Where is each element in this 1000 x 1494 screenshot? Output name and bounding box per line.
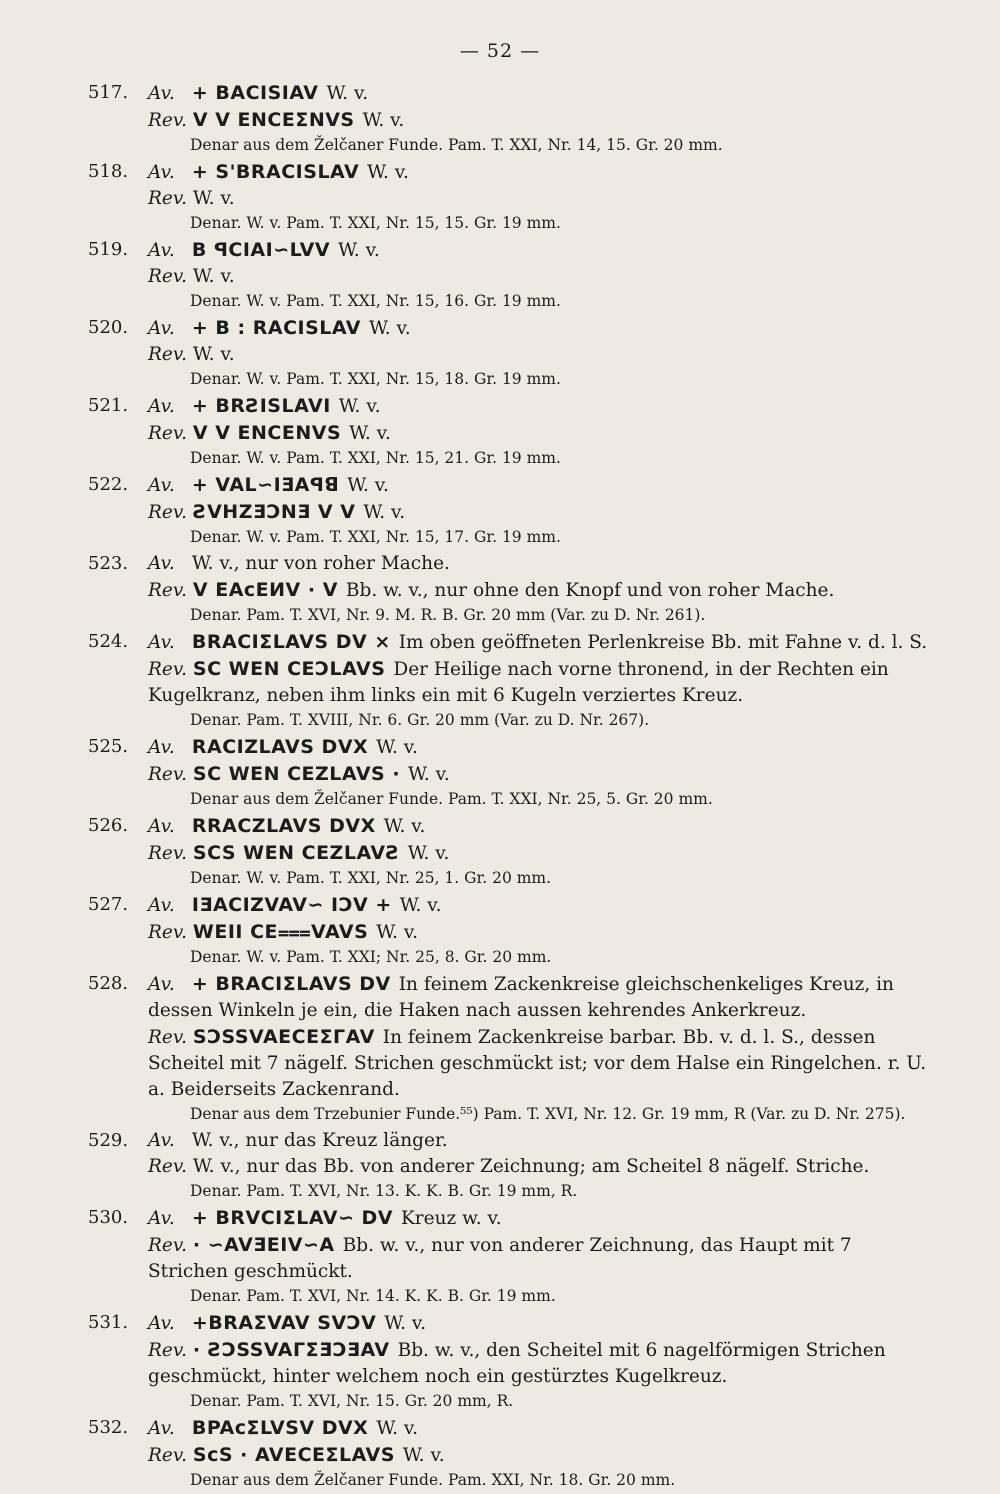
reference-line: Denar. Pam. T. XVIII, Nr. 6. Gr. 20 mm (Var. zu D. Nr. 267). <box>190 711 650 729</box>
obverse-line <box>148 629 930 656</box>
catalogue-entry <box>0 393 1000 469</box>
reverse-line <box>148 1154 930 1180</box>
reverse-line <box>148 577 930 604</box>
reverse-line <box>148 420 930 447</box>
obverse-description: W. v. <box>376 737 418 758</box>
reference-line: Denar aus dem Želčaner Funde. Pam. T. XXI, Nr. 25, 5. Gr. 20 mm. <box>190 790 713 808</box>
reverse-label: Rev. <box>148 580 188 601</box>
catalogue-entry <box>0 472 1000 548</box>
obverse-description: W. v. <box>383 816 426 837</box>
catalogue-entry <box>0 315 1000 390</box>
reverse-line <box>148 264 930 290</box>
obverse-legend: B ꟼCIAI∽LVV <box>191 239 331 261</box>
reverse-line <box>148 107 930 134</box>
obverse-legend: + BACISIAV <box>191 82 319 104</box>
reverse-label: Rev. <box>148 659 188 680</box>
reference-line: Denar. W. v. Pam. T. XXI, Nr. 15, 15. Gr. 19 mm. <box>190 214 561 232</box>
obverse-label: Av. <box>148 240 175 261</box>
reverse-legend: SC WEN CEƆLAVS <box>192 658 386 680</box>
catalogue-entry <box>0 892 1000 968</box>
obverse-legend: + BRVCIΣLAV∽ DV <box>191 1207 393 1229</box>
reverse-description: W. v. <box>407 843 450 864</box>
catalogue-entry <box>0 1415 1000 1491</box>
reference-line: Denar. W. v. Pam. T. XXI, Nr. 15, 18. Gr. 19 mm. <box>190 370 561 388</box>
reference-line: Denar. W. v. Pam. T. XXI, Nr. 25, 1. Gr. 20 mm. <box>190 869 552 887</box>
catalogue-entry <box>0 813 1000 889</box>
reverse-legend: SC WEN CEZLAVS · <box>192 763 401 785</box>
obverse-label: Av. <box>148 1313 175 1334</box>
reverse-description: Bb. w. v., nur ohne den Knopf und von roher Mache. <box>345 580 835 601</box>
reverse-label: Rev. <box>148 922 188 943</box>
catalogue-entry <box>0 1205 1000 1307</box>
entry-number: 529. <box>88 1130 129 1151</box>
obverse-legend: + S'BRACISLAV <box>191 161 360 183</box>
reverse-description: W. v. <box>192 188 235 209</box>
obverse-description: W. v. <box>347 475 389 496</box>
reverse-line <box>148 761 930 788</box>
obverse-description: W. v., nur von roher Mache. <box>191 553 450 574</box>
obverse-label: Av. <box>148 83 175 104</box>
catalogue-entry <box>0 237 1000 312</box>
page-number: — 52 — <box>459 40 541 62</box>
reference-line: Denar. Pam. T. XVI, Nr. 14. K. K. B. Gr. 19 mm. <box>190 1287 556 1305</box>
reverse-line <box>148 656 930 709</box>
reverse-line <box>148 1442 930 1469</box>
obverse-label: Av. <box>148 632 175 653</box>
reference-line: Denar aus dem Želčaner Funde. Pam. XXI, Nr. 18. Gr. 20 mm. <box>190 1471 676 1489</box>
obverse-label: Av. <box>148 475 175 496</box>
catalogue-entry <box>0 159 1000 234</box>
obverse-description: Im oben geöffneten Perlenkreise Bb. mit Fahne v. d. l. S. <box>398 632 928 653</box>
obverse-line <box>148 237 930 264</box>
obverse-label: Av. <box>148 162 175 183</box>
obverse-legend: + B : RACISLAV <box>191 317 361 339</box>
obverse-legend: IƎACIZVAV∽ IƆV + <box>191 894 392 916</box>
obverse-line <box>148 1205 930 1232</box>
reverse-label: Rev. <box>148 266 188 287</box>
reverse-label: Rev. <box>148 188 188 209</box>
entry-number: 528. <box>88 973 129 994</box>
reverse-line <box>148 1337 930 1390</box>
catalogue-entry <box>0 734 1000 810</box>
entry-number: 517. <box>88 82 129 103</box>
reference-line: Denar. Pam. T. XVI, Nr. 13. K. K. B. Gr. 19 mm, R. <box>190 1182 578 1200</box>
obverse-line <box>148 1310 930 1337</box>
reverse-description: Bb. w. v., den Scheitel mit 6 nagelförmigen Strichen geschmückt, hinter welchem noch ein gestürztes Kugelkreuz. <box>148 1340 886 1387</box>
reverse-description: W. v. <box>363 502 406 523</box>
reverse-label: Rev. <box>148 1156 188 1177</box>
obverse-line <box>148 551 930 577</box>
obverse-description: W. v. <box>369 318 411 339</box>
obverse-description: In feinem Zackenkreise gleichschenkeliges Kreuz, in dessen Winkeln je ein, die Haken nach aussen kehrendes Ankerkreuz. <box>148 974 894 1021</box>
reverse-legend: WEII CE⩶VAVS <box>192 921 369 943</box>
reverse-description: W. v., nur das Bb. von anderer Zeichnung; am Scheitel 8 nägelf. Striche. <box>192 1156 870 1177</box>
obverse-label: Av. <box>148 1418 175 1439</box>
obverse-description: W. v., nur das Kreuz länger. <box>191 1130 448 1151</box>
reverse-description: Bb. w. v., nur von anderer Zeichnung, das Haupt mit 7 Strichen geschmückt. <box>148 1235 852 1282</box>
obverse-line <box>148 472 930 499</box>
obverse-line <box>148 813 930 840</box>
obverse-label: Av. <box>148 816 175 837</box>
entry-number: 525. <box>88 736 129 757</box>
obverse-description: W. v. <box>384 1313 426 1334</box>
reverse-legend: SƆSSVAECEΣΓAV <box>192 1026 375 1048</box>
catalogue-entry <box>0 1310 1000 1412</box>
entry-number: 527. <box>88 894 129 915</box>
obverse-line <box>148 971 930 1024</box>
reverse-legend: · ƧƆSSVAΓΣƎƆƎAV <box>192 1339 390 1361</box>
reverse-line <box>148 1232 930 1285</box>
reference-line: Denar. Pam. T. XVI, Nr. 9. M. R. B. Gr. 20 mm (Var. zu D. Nr. 261). <box>190 606 706 624</box>
obverse-line <box>148 159 930 186</box>
reverse-description: W. v. <box>402 1445 445 1466</box>
reference-line: Denar. W. v. Pam. T. XXI, Nr. 15, 16. Gr. 19 mm. <box>190 292 561 310</box>
obverse-legend: BPAcΣLVSV DVX <box>191 1417 369 1439</box>
obverse-legend: RRACZLAVS DVX <box>191 815 376 837</box>
reference-line: Denar. W. v. Pam. T. XXI, Nr. 15, 17. Gr. 19 mm. <box>190 528 561 546</box>
obverse-label: Av. <box>148 318 175 339</box>
reverse-legend: SCS WEN CEZLAVƧ <box>192 842 400 864</box>
reverse-line <box>148 186 930 212</box>
reverse-line <box>148 499 930 526</box>
reverse-description: W. v. <box>192 344 235 365</box>
entry-number: 523. <box>88 553 129 574</box>
reverse-label: Rev. <box>148 1235 188 1256</box>
reverse-line <box>148 840 930 867</box>
entry-number: 521. <box>88 395 129 416</box>
reference-line: Denar. W. v. Pam. T. XXI; Nr. 25, 8. Gr. 20 mm. <box>190 948 552 966</box>
reverse-description: W. v. <box>192 266 235 287</box>
obverse-label: Av. <box>148 974 175 995</box>
obverse-label: Av. <box>148 895 175 916</box>
obverse-label: Av. <box>148 1130 175 1151</box>
catalogue-entry <box>0 551 1000 626</box>
obverse-legend: + BRƧISLAVI <box>191 395 331 417</box>
reverse-description: W. v. <box>362 110 405 131</box>
entry-number: 520. <box>88 317 129 338</box>
entry-number: 531. <box>88 1312 129 1333</box>
catalogue-entry <box>0 1128 1000 1202</box>
obverse-description: W. v. <box>338 240 380 261</box>
catalogue-entry <box>0 971 1000 1125</box>
entry-number: 519. <box>88 239 129 260</box>
obverse-description: Kreuz w. v. <box>400 1208 502 1229</box>
catalogue-entry <box>0 80 1000 156</box>
obverse-legend: + BRACIΣLAVS DV <box>191 973 391 995</box>
reverse-description: W. v. <box>408 764 450 785</box>
reverse-label: Rev. <box>148 1027 188 1048</box>
reference-line: Denar aus dem Trzebunier Funde.⁵⁵) Pam. T. XVI, Nr. 12. Gr. 19 mm, R (Var. zu D. Nr. 275). <box>190 1105 906 1123</box>
entry-number: 526. <box>88 815 129 836</box>
obverse-description: W. v. <box>338 396 381 417</box>
reverse-legend: V V ENCEΣNVS <box>192 109 355 131</box>
reference-line: Denar. Pam. T. XVI, Nr. 15. Gr. 20 mm, R. <box>190 1392 514 1410</box>
reference-line: Denar aus dem Želčaner Funde. Pam. T. XXI, Nr. 14, 15. Gr. 20 mm. <box>190 136 723 154</box>
reverse-legend: ScS · AVECEΣLAVS <box>192 1444 395 1466</box>
obverse-line <box>148 315 930 342</box>
reverse-label: Rev. <box>148 764 188 785</box>
obverse-line <box>148 1415 930 1442</box>
reverse-description: Der Heilige nach vorne thronend, in der Rechten ein Kugelkranz, neben ihm links ein mit 6 Kugeln verziertes Kreuz. <box>148 659 889 706</box>
obverse-description: W. v. <box>367 162 409 183</box>
entry-number: 532. <box>88 1417 129 1438</box>
obverse-legend: BRACIΣLAVS DV × <box>191 631 391 653</box>
obverse-line <box>148 892 930 919</box>
reverse-label: Rev. <box>148 110 188 131</box>
reverse-line <box>148 919 930 946</box>
obverse-description: W. v. <box>326 83 369 104</box>
reverse-label: Rev. <box>148 344 188 365</box>
reverse-label: Rev. <box>148 502 188 523</box>
reverse-label: Rev. <box>148 423 188 444</box>
obverse-legend: RACIZLAVS DVX <box>191 736 369 758</box>
obverse-legend: + VAL∽IƎAꟼꓭ <box>191 474 340 496</box>
reverse-legend: ƧVHZƎƆNƎ V V <box>192 501 356 523</box>
obverse-label: Av. <box>148 737 175 758</box>
reference-line: Denar. W. v. Pam. T. XXI, Nr. 15, 21. Gr. 19 mm. <box>190 449 561 467</box>
obverse-label: Av. <box>148 553 175 574</box>
reverse-legend: V V ENCENVS <box>192 422 342 444</box>
reverse-label: Rev. <box>148 843 188 864</box>
obverse-legend: +BRAΣVAV SVƆV <box>191 1312 377 1334</box>
obverse-label: Av. <box>148 1208 175 1229</box>
reverse-label: Rev. <box>148 1445 188 1466</box>
obverse-line <box>148 1128 930 1154</box>
obverse-line <box>148 393 930 420</box>
entry-number: 522. <box>88 474 129 495</box>
reverse-description: In feinem Zackenkreise barbar. Bb. v. d. l. S., dessen Scheitel mit 7 nägelf. Strichen geschmückt ist; vor dem Halse ein Ringelchen. r. U. a. Beiderseits Zackenrand. <box>148 1027 927 1100</box>
reverse-label: Rev. <box>148 1340 188 1361</box>
reverse-line <box>148 1024 930 1103</box>
obverse-line <box>148 734 930 761</box>
reverse-line <box>148 342 930 368</box>
obverse-label: Av. <box>148 396 175 417</box>
reverse-legend: V EAcEИV · V <box>192 579 338 601</box>
obverse-description: W. v. <box>376 1418 419 1439</box>
obverse-description: W. v. <box>399 895 442 916</box>
reverse-description: W. v. <box>376 922 418 943</box>
entry-number: 524. <box>88 631 129 652</box>
entry-number: 530. <box>88 1207 129 1228</box>
reverse-description: W. v. <box>349 423 391 444</box>
catalogue-entry <box>0 629 1000 731</box>
catalogue-entries <box>0 80 1000 1494</box>
obverse-line <box>148 80 930 107</box>
reverse-legend: · ∽AVƎEIV∽A <box>192 1234 335 1256</box>
entry-number: 518. <box>88 161 129 182</box>
